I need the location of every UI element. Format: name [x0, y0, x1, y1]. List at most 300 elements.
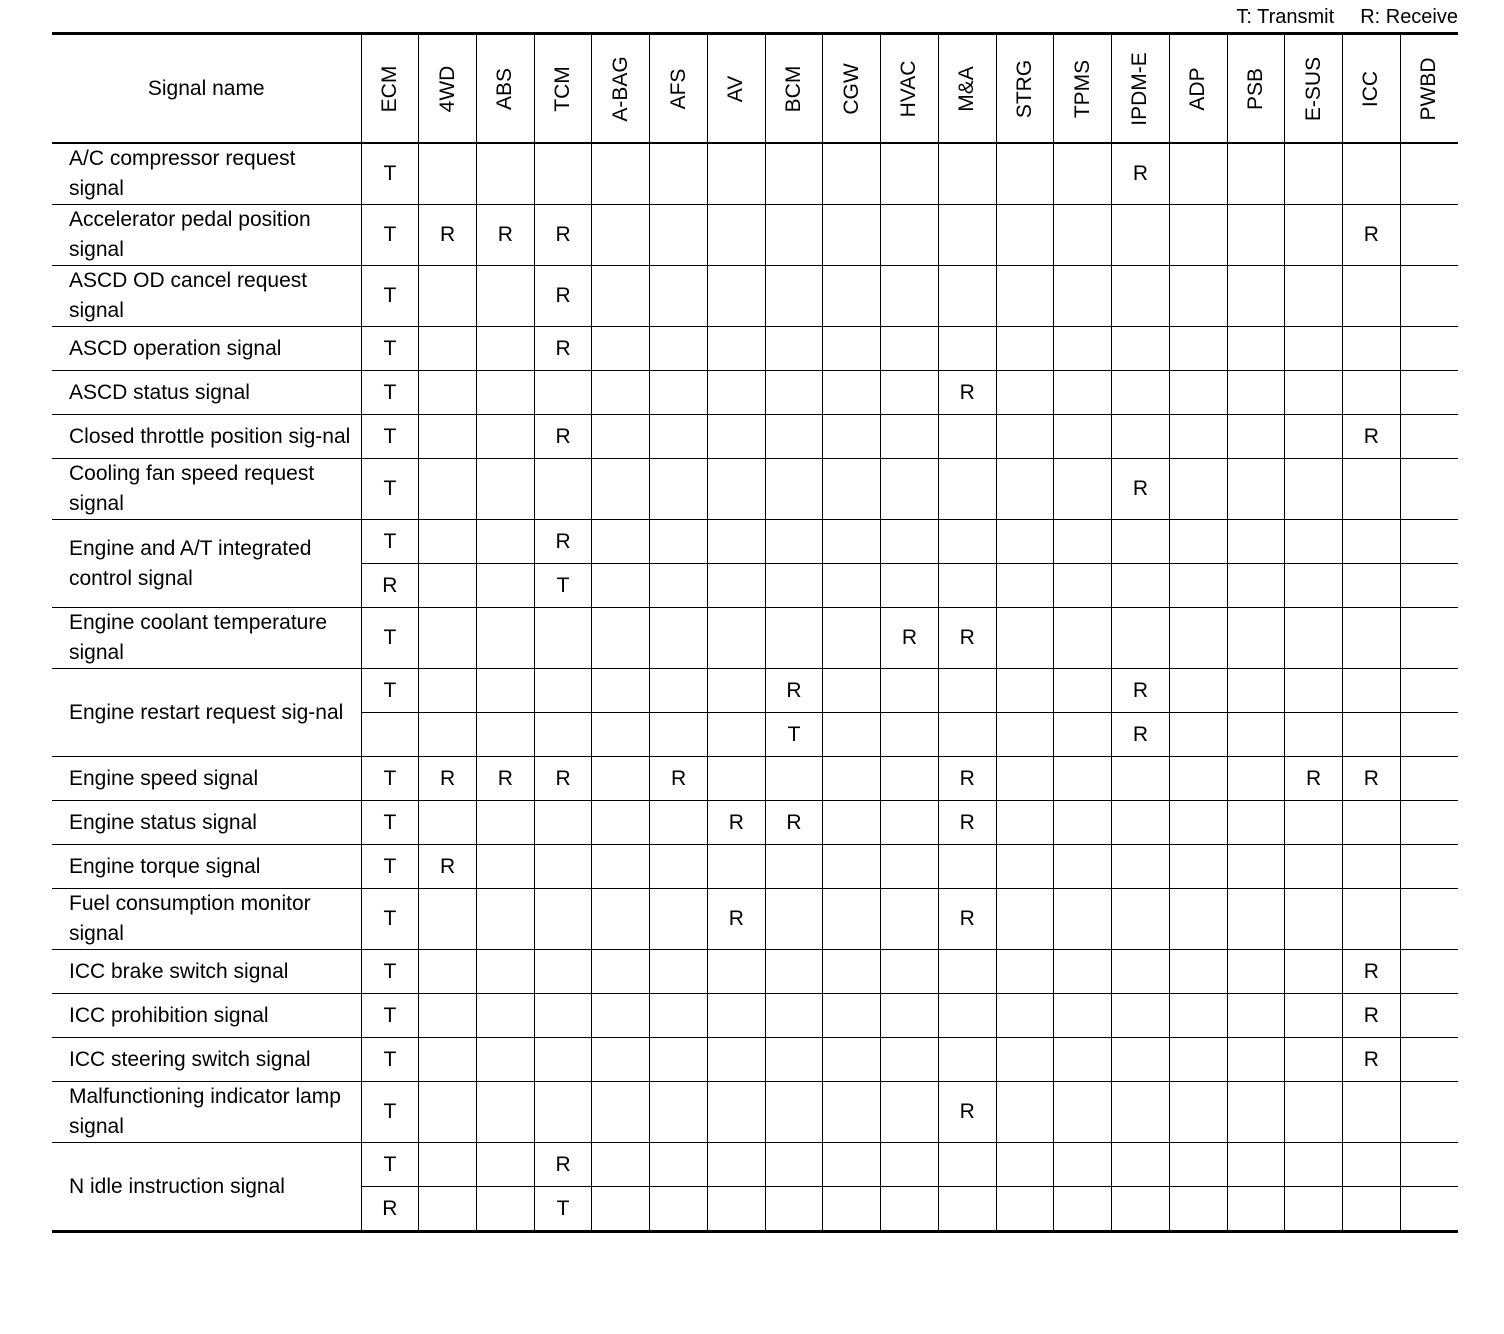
signal-value-cell: [765, 520, 823, 564]
signal-value-cell: [996, 713, 1054, 757]
signal-value-cell: [592, 564, 650, 608]
signal-name: Accelerator pedal position signal: [52, 205, 361, 266]
signal-value-cell: R: [938, 889, 996, 950]
signal-value-cell: [1169, 845, 1227, 889]
signal-name: Engine status signal: [52, 801, 361, 845]
signal-value-cell: [1054, 801, 1112, 845]
signal-value-cell: [938, 327, 996, 371]
signal-value-cell: [823, 1187, 881, 1232]
signal-value-cell: [1285, 669, 1343, 713]
header-row: [52, 34, 1458, 144]
signal-value-cell: [1054, 415, 1112, 459]
signal-value-cell: [823, 143, 881, 205]
signal-value-cell: R: [534, 205, 592, 266]
signal-value-cell: T: [361, 459, 419, 520]
column-header-label: ICC: [1359, 70, 1383, 107]
signal-value-cell: [707, 1082, 765, 1143]
signal-name: ASCD OD cancel request signal: [52, 266, 361, 327]
signal-value-cell: [996, 415, 1054, 459]
signal-value-cell: [1285, 1038, 1343, 1082]
signal-value-cell: [823, 371, 881, 415]
signal-value-cell: [650, 994, 708, 1038]
signal-value-cell: [534, 801, 592, 845]
signal-value-cell: [881, 757, 939, 801]
signal-value-cell: [765, 608, 823, 669]
signal-value-cell: [476, 459, 534, 520]
signal-value-cell: [1400, 994, 1458, 1038]
signal-value-cell: [650, 669, 708, 713]
signal-value-cell: [1285, 801, 1343, 845]
signal-value-cell: T: [361, 327, 419, 371]
signal-value-cell: [419, 371, 477, 415]
signal-value-cell: [707, 266, 765, 327]
signal-value-cell: [476, 1187, 534, 1232]
signal-value-cell: R: [1342, 1038, 1400, 1082]
column-header-label: M&A: [955, 65, 979, 112]
signal-value-cell: [1400, 713, 1458, 757]
signal-value-cell: [707, 143, 765, 205]
signal-value-cell: [1054, 994, 1112, 1038]
column-header: [534, 34, 592, 144]
signal-value-cell: T: [361, 1143, 419, 1187]
signal-value-cell: [1400, 371, 1458, 415]
signal-value-cell: [823, 1038, 881, 1082]
column-header-label: BCM: [782, 65, 805, 112]
signal-value-cell: [938, 1143, 996, 1187]
signal-value-cell: [707, 757, 765, 801]
signal-value-cell: [650, 520, 708, 564]
column-header: [1112, 34, 1170, 144]
signal-value-cell: [1054, 520, 1112, 564]
column-header-label: TPMS: [1070, 59, 1094, 118]
signal-value-cell: [996, 1143, 1054, 1187]
signal-value-cell: [996, 371, 1054, 415]
signal-value-cell: R: [534, 757, 592, 801]
signal-value-cell: [765, 1143, 823, 1187]
signal-value-cell: T: [361, 950, 419, 994]
signal-value-cell: [707, 459, 765, 520]
signal-value-cell: [650, 205, 708, 266]
signal-value-cell: [1400, 266, 1458, 327]
can-signal-table: [52, 32, 1458, 1233]
signal-value-cell: [1227, 994, 1285, 1038]
signal-value-cell: [1285, 371, 1343, 415]
signal-value-cell: [765, 459, 823, 520]
signal-value-cell: [996, 950, 1054, 994]
signal-value-cell: [1169, 1082, 1227, 1143]
signal-name: Engine torque signal: [52, 845, 361, 889]
signal-value-cell: [1169, 608, 1227, 669]
signal-value-cell: [650, 564, 708, 608]
column-header-label: HVAC: [897, 60, 921, 117]
column-header-label: STRG: [1012, 59, 1036, 118]
table-row: [52, 845, 1458, 889]
signal-value-cell: [1054, 845, 1112, 889]
signal-value-cell: [650, 143, 708, 205]
signal-value-cell: R: [534, 1143, 592, 1187]
signal-value-cell: [1112, 415, 1170, 459]
signal-value-cell: R: [650, 757, 708, 801]
signal-value-cell: [1342, 608, 1400, 669]
signal-value-cell: [476, 266, 534, 327]
signal-value-cell: [476, 608, 534, 669]
signal-value-cell: [1342, 371, 1400, 415]
signal-value-cell: [592, 669, 650, 713]
signal-value-cell: [650, 889, 708, 950]
signal-value-cell: [650, 950, 708, 994]
signal-value-cell: [419, 266, 477, 327]
signal-value-cell: [1400, 143, 1458, 205]
legend-receive: R: Receive: [1360, 6, 1458, 28]
signal-value-cell: [1112, 757, 1170, 801]
column-header: [707, 34, 765, 144]
table-row: [52, 950, 1458, 994]
signal-value-cell: [765, 889, 823, 950]
signal-value-cell: [881, 1038, 939, 1082]
signal-value-cell: [881, 371, 939, 415]
signal-value-cell: T: [361, 801, 419, 845]
signal-value-cell: [650, 1187, 708, 1232]
signal-value-cell: [419, 950, 477, 994]
signal-name: Engine speed signal: [52, 757, 361, 801]
column-header: [361, 34, 419, 144]
signal-value-cell: [592, 143, 650, 205]
signal-value-cell: [1285, 143, 1343, 205]
signal-value-cell: [1054, 1038, 1112, 1082]
signal-value-cell: [881, 1082, 939, 1143]
signal-value-cell: [765, 950, 823, 994]
table-row: [52, 371, 1458, 415]
signal-value-cell: [938, 713, 996, 757]
signal-value-cell: R: [1342, 415, 1400, 459]
signal-value-cell: [1342, 564, 1400, 608]
signal-value-cell: [534, 1082, 592, 1143]
signal-value-cell: [1400, 459, 1458, 520]
signal-value-cell: [1054, 1187, 1112, 1232]
signal-value-cell: [707, 950, 765, 994]
signal-value-cell: [592, 845, 650, 889]
signal-value-cell: [419, 415, 477, 459]
signal-value-cell: [419, 669, 477, 713]
signal-value-cell: [1227, 564, 1285, 608]
signal-value-cell: [1400, 327, 1458, 371]
table-row: [52, 801, 1458, 845]
signal-value-cell: [707, 713, 765, 757]
signal-value-cell: [476, 845, 534, 889]
signal-value-cell: [1112, 1187, 1170, 1232]
signal-value-cell: [1400, 205, 1458, 266]
signal-value-cell: [881, 801, 939, 845]
signal-value-cell: [1169, 669, 1227, 713]
signal-value-cell: [534, 371, 592, 415]
signal-value-cell: [938, 266, 996, 327]
signal-value-cell: [476, 1082, 534, 1143]
column-header: [419, 34, 477, 144]
signal-value-cell: [534, 1038, 592, 1082]
signal-value-cell: [1400, 801, 1458, 845]
signal-value-cell: [938, 950, 996, 994]
signal-value-cell: [1112, 801, 1170, 845]
signal-value-cell: [592, 889, 650, 950]
signal-value-cell: [1227, 757, 1285, 801]
signal-value-cell: [1400, 845, 1458, 889]
signal-value-cell: [1112, 564, 1170, 608]
signal-value-cell: [419, 1143, 477, 1187]
signal-value-cell: [707, 608, 765, 669]
signal-name: N idle instruction signal: [52, 1143, 361, 1232]
table-row: [52, 669, 1458, 713]
signal-value-cell: [476, 371, 534, 415]
table-row: [52, 994, 1458, 1038]
signal-value-cell: [1342, 520, 1400, 564]
signal-value-cell: [1112, 1143, 1170, 1187]
signal-value-cell: [996, 757, 1054, 801]
signal-value-cell: [650, 1143, 708, 1187]
signal-value-cell: T: [534, 564, 592, 608]
signal-value-cell: [534, 669, 592, 713]
signal-value-cell: [1169, 205, 1227, 266]
signal-value-cell: R: [476, 205, 534, 266]
signal-value-cell: [996, 845, 1054, 889]
signal-value-cell: [1169, 327, 1227, 371]
signal-value-cell: [592, 994, 650, 1038]
signal-value-cell: [1112, 845, 1170, 889]
signal-value-cell: [996, 205, 1054, 266]
signal-value-cell: [996, 564, 1054, 608]
signal-value-cell: [534, 143, 592, 205]
signal-value-cell: [823, 801, 881, 845]
signal-value-cell: [823, 327, 881, 371]
signal-value-cell: [650, 845, 708, 889]
signal-value-cell: [1285, 889, 1343, 950]
signal-value-cell: [765, 1187, 823, 1232]
signal-value-cell: R: [938, 757, 996, 801]
signal-value-cell: [1285, 994, 1343, 1038]
column-header: [476, 34, 534, 144]
table-row: [52, 757, 1458, 801]
signal-value-cell: [1169, 713, 1227, 757]
signal-value-cell: [1227, 1143, 1285, 1187]
signal-value-cell: R: [1112, 669, 1170, 713]
column-header: [1400, 34, 1458, 144]
signal-value-cell: [476, 327, 534, 371]
signal-value-cell: [996, 889, 1054, 950]
signal-value-cell: T: [361, 889, 419, 950]
signal-value-cell: T: [361, 757, 419, 801]
signal-value-cell: R: [1342, 950, 1400, 994]
signal-value-cell: [823, 266, 881, 327]
signal-value-cell: T: [361, 994, 419, 1038]
signal-value-cell: T: [765, 713, 823, 757]
signal-value-cell: [938, 1038, 996, 1082]
signal-value-cell: [1342, 459, 1400, 520]
signal-value-cell: [1054, 1143, 1112, 1187]
signal-value-cell: [650, 327, 708, 371]
signal-value-cell: [1169, 950, 1227, 994]
column-header-label: PSB: [1243, 67, 1267, 110]
signal-value-cell: [938, 205, 996, 266]
signal-value-cell: [1285, 564, 1343, 608]
signal-value-cell: R: [765, 669, 823, 713]
signal-value-cell: [996, 801, 1054, 845]
signal-name: ICC steering switch signal: [52, 1038, 361, 1082]
signal-value-cell: R: [881, 608, 939, 669]
signal-value-cell: [1227, 1187, 1285, 1232]
signal-value-cell: [881, 1187, 939, 1232]
signal-value-cell: T: [361, 1082, 419, 1143]
signal-value-cell: [1342, 669, 1400, 713]
signal-value-cell: [419, 1082, 477, 1143]
signal-value-cell: [823, 564, 881, 608]
signal-value-cell: R: [1342, 994, 1400, 1038]
signal-value-cell: [1227, 713, 1285, 757]
column-header: [592, 34, 650, 144]
signal-value-cell: [1342, 713, 1400, 757]
signal-name: Engine coolant temperature signal: [52, 608, 361, 669]
signal-value-cell: [823, 889, 881, 950]
signal-value-cell: [707, 415, 765, 459]
signal-name: Cooling fan speed request signal: [52, 459, 361, 520]
signal-name: Closed throttle position sig-nal: [52, 415, 361, 459]
signal-value-cell: [1400, 1082, 1458, 1143]
signal-value-cell: [881, 564, 939, 608]
column-header: [1054, 34, 1112, 144]
signal-value-cell: [1112, 205, 1170, 266]
signal-value-cell: R: [1112, 459, 1170, 520]
signal-value-cell: [765, 1038, 823, 1082]
signal-name: Fuel consumption monitor signal: [52, 889, 361, 950]
signal-name-header: Signal name: [52, 34, 361, 144]
signal-value-cell: [707, 669, 765, 713]
column-header-label: AV: [724, 75, 748, 102]
signal-value-cell: [881, 143, 939, 205]
signal-value-cell: [534, 950, 592, 994]
signal-value-cell: [1227, 1038, 1285, 1082]
signal-value-cell: [1342, 1082, 1400, 1143]
signal-value-cell: [823, 608, 881, 669]
signal-value-cell: [1054, 713, 1112, 757]
signal-value-cell: R: [534, 520, 592, 564]
signal-value-cell: [1169, 1143, 1227, 1187]
signal-value-cell: T: [361, 143, 419, 205]
signal-value-cell: [1285, 713, 1343, 757]
signal-name: Engine and A/T integrated control signal: [52, 520, 361, 608]
signal-value-cell: [1112, 1038, 1170, 1082]
signal-value-cell: [938, 845, 996, 889]
signal-value-cell: [476, 415, 534, 459]
table-row: [52, 205, 1458, 266]
table-body: [52, 143, 1458, 1232]
signal-value-cell: [592, 713, 650, 757]
signal-value-cell: [881, 950, 939, 994]
signal-value-cell: [1054, 950, 1112, 994]
signal-value-cell: R: [1285, 757, 1343, 801]
table-row: [52, 415, 1458, 459]
signal-value-cell: R: [476, 757, 534, 801]
signal-value-cell: [1227, 845, 1285, 889]
signal-value-cell: [419, 994, 477, 1038]
signal-value-cell: [1400, 889, 1458, 950]
signal-value-cell: [1400, 669, 1458, 713]
signal-value-cell: [419, 608, 477, 669]
signal-value-cell: [707, 1187, 765, 1232]
column-header: [938, 34, 996, 144]
signal-value-cell: [881, 266, 939, 327]
signal-name: Engine restart request sig-nal: [52, 669, 361, 757]
signal-value-cell: [1285, 1082, 1343, 1143]
signal-value-cell: [1169, 994, 1227, 1038]
signal-value-cell: [1285, 415, 1343, 459]
signal-value-cell: [823, 415, 881, 459]
signal-value-cell: [823, 205, 881, 266]
signal-value-cell: [1169, 520, 1227, 564]
signal-name: ICC brake switch signal: [52, 950, 361, 994]
signal-value-cell: [765, 415, 823, 459]
signal-value-cell: [707, 564, 765, 608]
signal-value-cell: [881, 205, 939, 266]
signal-value-cell: [1112, 266, 1170, 327]
signal-value-cell: [419, 520, 477, 564]
signal-value-cell: [996, 608, 1054, 669]
can-signal-table-container: [52, 32, 1458, 1233]
signal-value-cell: [592, 1187, 650, 1232]
signal-value-cell: [1112, 327, 1170, 371]
signal-value-cell: [1400, 757, 1458, 801]
column-header: [881, 34, 939, 144]
signal-value-cell: [938, 994, 996, 1038]
legend: [1236, 6, 1458, 29]
signal-value-cell: [1227, 143, 1285, 205]
column-header-label: ADP: [1186, 66, 1210, 111]
signal-value-cell: [1285, 266, 1343, 327]
signal-value-cell: [1112, 371, 1170, 415]
signal-value-cell: [419, 713, 477, 757]
signal-value-cell: [1400, 608, 1458, 669]
signal-value-cell: [707, 845, 765, 889]
signal-value-cell: [823, 950, 881, 994]
signal-value-cell: [823, 1082, 881, 1143]
signal-name: ICC prohibition signal: [52, 994, 361, 1038]
signal-value-cell: [476, 994, 534, 1038]
signal-value-cell: [823, 994, 881, 1038]
signal-value-cell: [1169, 266, 1227, 327]
signal-value-cell: [1169, 801, 1227, 845]
signal-value-cell: [1285, 845, 1343, 889]
signal-value-cell: [419, 327, 477, 371]
signal-value-cell: [765, 266, 823, 327]
column-header-label: IPDM-E: [1128, 51, 1152, 126]
signal-value-cell: [1227, 459, 1285, 520]
signal-value-cell: [996, 520, 1054, 564]
signal-value-cell: [881, 713, 939, 757]
signal-value-cell: [419, 564, 477, 608]
table-row: [52, 327, 1458, 371]
signal-value-cell: [1112, 1082, 1170, 1143]
signal-value-cell: [1227, 950, 1285, 994]
signal-value-cell: [534, 713, 592, 757]
signal-value-cell: R: [361, 1187, 419, 1232]
signal-value-cell: [534, 994, 592, 1038]
column-header: [1285, 34, 1343, 144]
signal-value-cell: [938, 564, 996, 608]
signal-value-cell: [881, 845, 939, 889]
signal-value-cell: R: [361, 564, 419, 608]
signal-value-cell: [1054, 757, 1112, 801]
column-header-label: ABS: [493, 67, 517, 110]
signal-value-cell: [650, 608, 708, 669]
column-header: [1169, 34, 1227, 144]
signal-value-cell: T: [534, 1187, 592, 1232]
